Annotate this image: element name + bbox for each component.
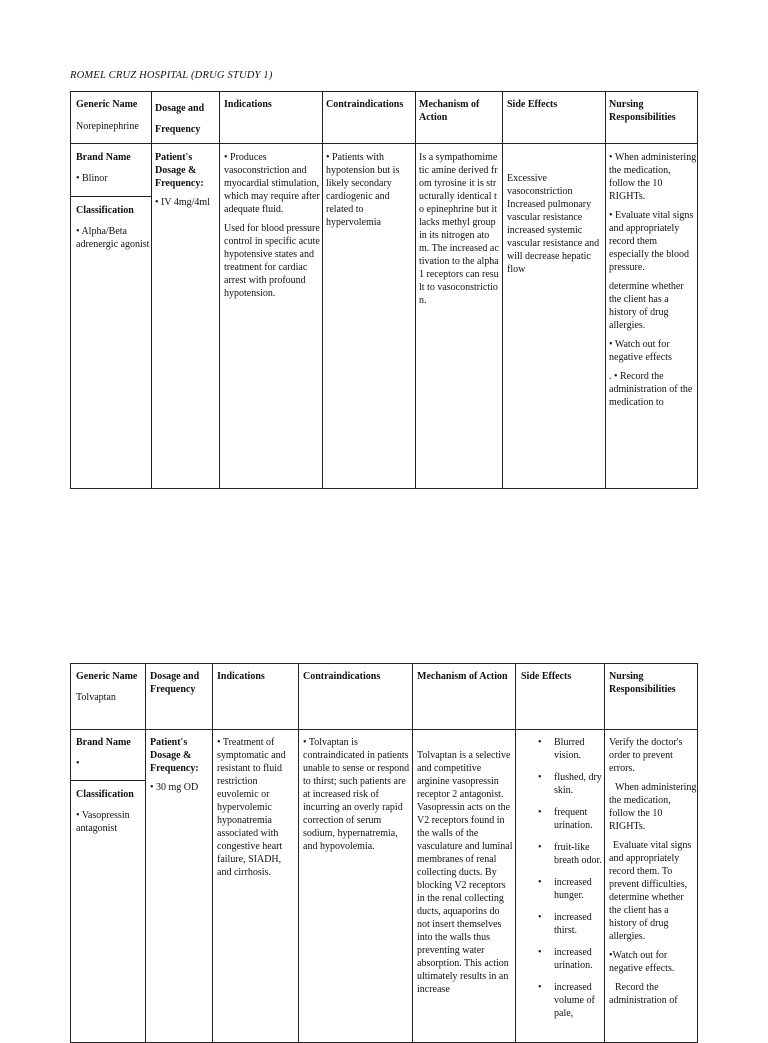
contraindications-value: • Patients with hypotension but is likely secondary cardiogenic and related to hypervolemia	[326, 152, 400, 228]
side-effect-item: • frequent urination.	[554, 806, 602, 832]
mechanism-value: Tolvaptan is a selective and competitive arginine vasopressin receptor 2 antagonist. Vasopressin acts on the V2 receptors found in the walls of the vasculature and luminal membranes of renal collecting ducts. By blocking V2 receptors in the renal collecting ducts, aquaporins do not insert themselves into the walls thus preventing water absorption. This action ultimately results in an increase	[417, 750, 513, 995]
side-effect-item: • increased thirst.	[554, 911, 602, 937]
side-effect-item: • Blurred vision.	[554, 736, 602, 762]
header-dosage-frequency: Dosage and Frequency	[155, 103, 205, 135]
generic-name-value: Tolvaptan	[76, 692, 116, 703]
brand-name-value: • Blinor	[76, 173, 108, 184]
mechanism-value: Is a sympathomimetic amine derived from tyrosine it is structurally identical to epinephrine but it lacks methyl group in its nitrogen atom. The increased activation to the alpha 1 receptors can result to vasoconstriction.	[419, 152, 499, 306]
nursing-item: • Watch out for negative effects	[609, 339, 672, 363]
header-patients-dosage: Patient's Dosage & Frequency:	[155, 152, 204, 189]
header-side-effects: Side Effects	[507, 99, 558, 110]
side-effect-item: • increased hunger.	[554, 876, 602, 902]
header-side-effects: Side Effects	[521, 671, 572, 682]
classification-value: • Vasopressin antagonist	[76, 810, 130, 834]
document-title: ROMEL CRUZ HOSPITAL (DRUG STUDY 1)	[70, 70, 273, 81]
header-classification: Classification	[76, 205, 134, 216]
nursing-item: determine whether the client has a history of drug allergies.	[609, 281, 684, 331]
header-indications: Indications	[224, 99, 272, 110]
header-brand-name: Brand Name	[76, 737, 131, 748]
header-contraindications: Contraindications	[326, 99, 404, 110]
contraindications-value: • Tolvaptan is contraindicated in patients unable to sense or respond to thirst; such patients are at increased risk of incurring an overly rapid correction of serum sodium, hypernatremia, and hypovolemia.	[303, 737, 410, 852]
header-mechanism: Mechanism of Action	[419, 99, 480, 123]
indication-paragraph: • Produces vasoconstriction and myocardial stimulation, which may require after adequate fluid.	[224, 152, 320, 215]
header-nursing: Nursing Responsibilities	[609, 99, 676, 123]
side-effect-item: • increased urination.	[554, 946, 602, 972]
side-effect-item: • fruit-like breath odor.	[554, 841, 602, 867]
nursing-item: When administering the medication, follow the 10 RIGHTs.	[609, 782, 697, 832]
header-dosage-frequency: Dosage and Frequency	[150, 671, 200, 695]
side-effect-item: • increased volume of pale,	[554, 981, 602, 1020]
header-indications: Indications	[217, 671, 265, 682]
drug-table-1	[70, 91, 698, 489]
nursing-item: Verify the doctor's order to prevent errors.	[609, 737, 683, 774]
dosage-value: • IV 4mg/4ml	[155, 197, 210, 208]
header-classification: Classification	[76, 789, 134, 800]
nursing-item: Record the administration of	[609, 982, 678, 1006]
generic-name-value: Norepinephrine	[76, 121, 139, 132]
nursing-item: • When administering the medication, follow the 10 RIGHTs.	[609, 152, 697, 202]
header-patients-dosage: Patient's Dosage & Frequency:	[150, 737, 199, 774]
side-effects-list	[554, 736, 602, 1020]
header-contraindications: Contraindications	[303, 671, 381, 682]
dosage-value: • 30 mg OD	[150, 782, 199, 793]
brand-name-value: •	[76, 758, 80, 769]
header-mechanism: Mechanism of Action	[417, 671, 508, 682]
classification-value: • Alpha/Beta adrenergic agonist	[76, 226, 150, 250]
header-brand-name: Brand Name	[76, 152, 131, 163]
nursing-item: Evaluate vital signs and appropriately record them. To prevent difficulties, determine whether the client has a history of drug allergies.	[609, 840, 692, 942]
indications-value: • Treatment of symptomatic and resistant to fluid restriction euvolemic or hypervolemic hyponatremia associated with congestive heart failure, SIADH, and cirrhosis.	[217, 737, 286, 878]
nursing-item: . • Record the administration of the medication to	[609, 371, 693, 408]
header-nursing: Nursing Responsibilities	[609, 671, 676, 695]
side-effects-value: Excessive vasoconstriction Increased pulmonary vascular resistance increased systemic vascular resistance and will decrease hepatic flow	[507, 173, 600, 275]
nursing-item: • Evaluate vital signs and appropriately record them especially the blood pressure.	[609, 210, 694, 273]
header-generic-name: Generic Name	[76, 671, 138, 682]
nursing-item: •Watch out for negative effects.	[609, 950, 675, 974]
header-generic-name: Generic Name	[76, 99, 138, 110]
side-effect-item: • flushed, dry skin.	[554, 771, 602, 797]
drug-table-2	[70, 663, 698, 1043]
indication-paragraph: Used for blood pressure control in specific acute hypotensive states and treatment for cardiac arrest with profound hypotension.	[224, 223, 320, 299]
